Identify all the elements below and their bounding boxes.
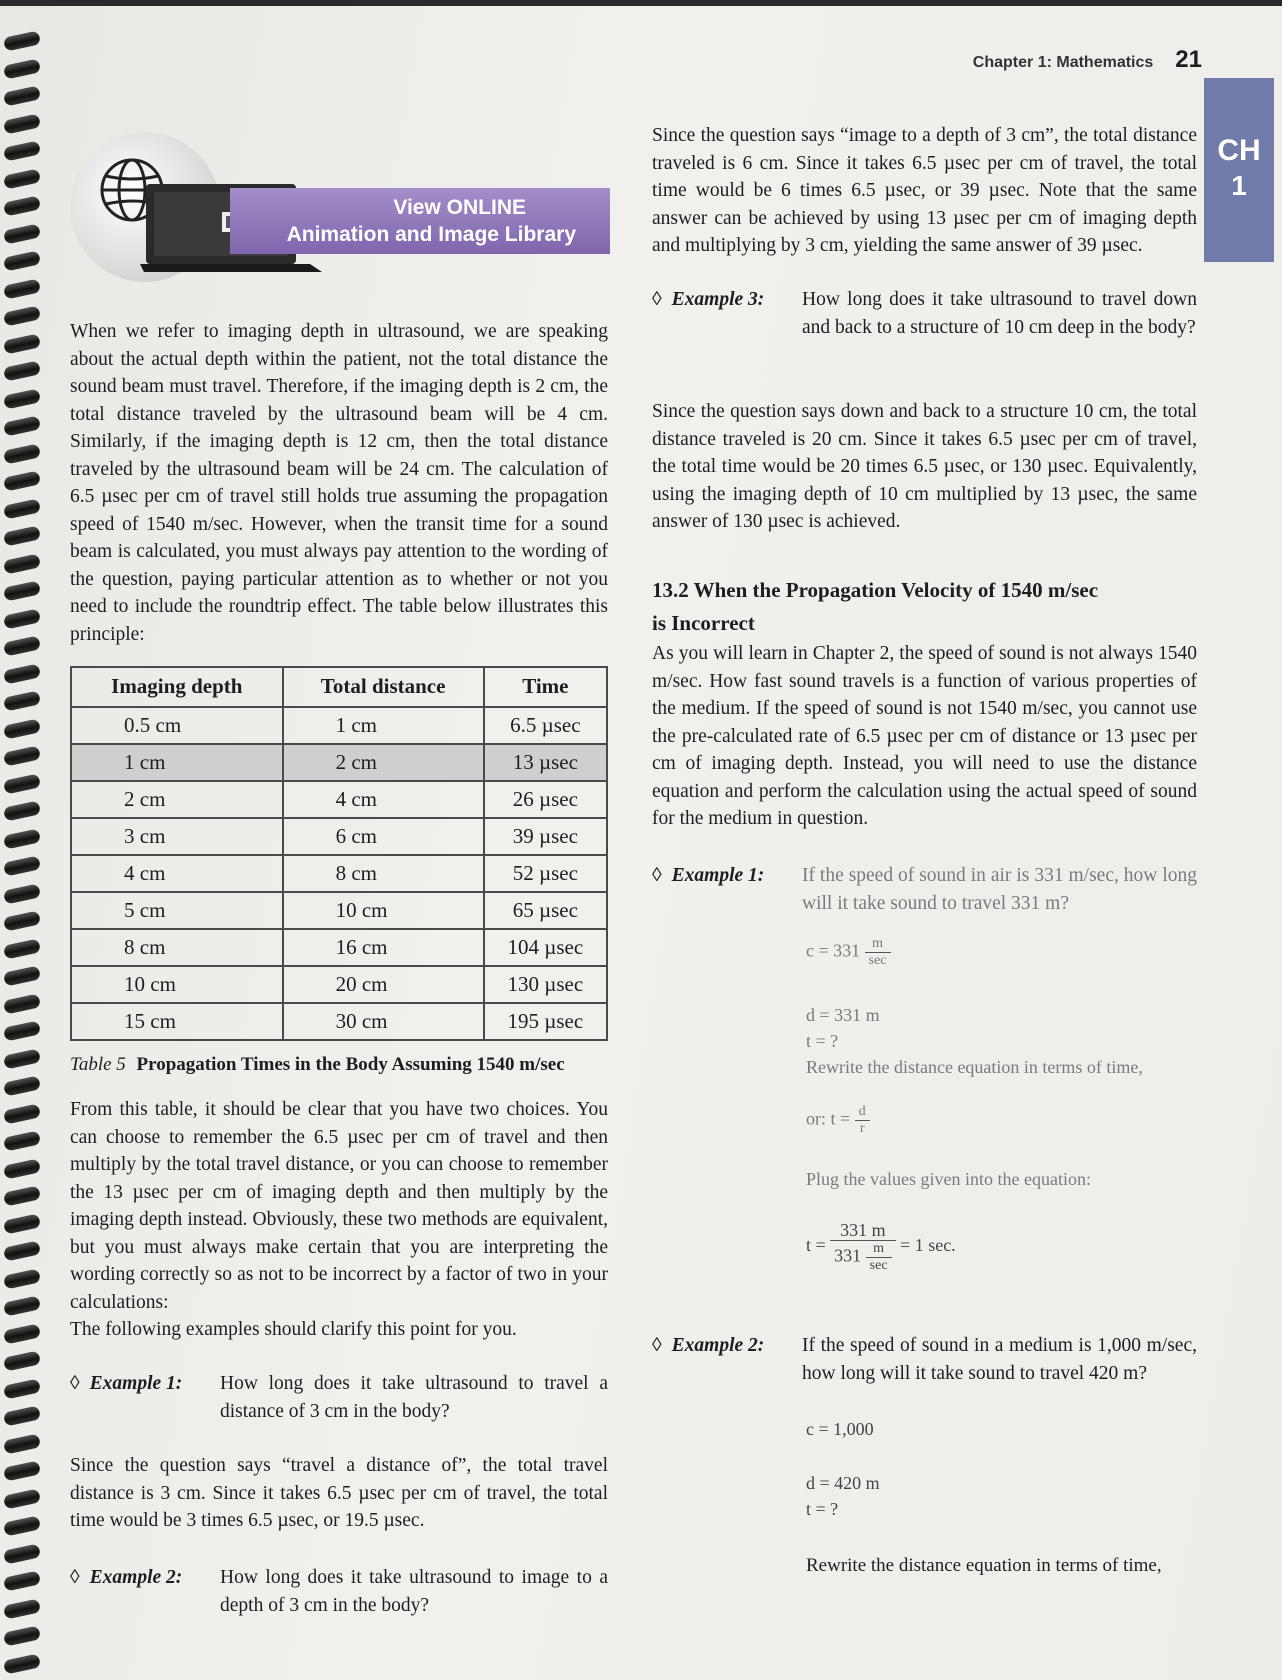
fraction-numerator: m [866,1241,892,1258]
spiral-coil [3,773,41,794]
table-row [71,1003,607,1040]
spiral-coil [3,415,41,436]
spiral-coil [3,635,41,656]
chapter-tab-number: 1 [1231,170,1247,201]
spiral-coil [3,1268,41,1289]
right-example-3 [652,286,1197,341]
table-cell: 16 cm [283,929,484,966]
spiral-coil [3,910,41,931]
chapter-tab [1204,78,1274,262]
spiral-coil [3,1488,41,1509]
spiral-coil [3,1213,41,1234]
spiral-coil [3,1653,41,1674]
spiral-coil [3,113,41,134]
spiral-coil [3,1625,41,1646]
fraction-numerator: m [865,936,891,953]
spiral-coil [3,938,41,959]
example-answer: Since the question says “image to a depth of 3 cm”, the total distance traveled is 6 cm. Since it takes 6.5 µsec per cm of travel, the total time would be 6 times 6.5 µsec, or 39 µsec. Note that the same answer can be achieved by using 13 µsec per cm of imaging depth and multiplying by 3 cm, yielding the same answer of 39 µsec. [652,125,1197,256]
table-caption [70,1051,608,1079]
left-lower-text [70,1096,608,1316]
table-cell: 5 cm [71,892,283,929]
spiral-coil [3,690,41,711]
example-question: How long does it take ultrasound to travel a distance of 3 cm in the body? [220,1373,608,1422]
fraction-denominator-value: 331 [834,1245,862,1266]
spiral-coil [3,1405,41,1426]
spiral-coil [3,250,41,271]
equation-c-value: c = 331 [806,940,861,961]
table-row [71,707,607,744]
left-example-1 [70,1370,608,1425]
spiral-coil [3,1048,41,1069]
equation-c-unit [865,936,891,969]
spiral-coil [3,580,41,601]
spiral-coil [3,333,41,354]
example-label-text: Example 3: [671,289,765,310]
table-cell: 195 µsec [484,1003,607,1040]
example-label: ◊ Example 2: [70,1567,183,1588]
equation-or-fraction [855,1104,870,1137]
table-header-time: Time [484,667,607,707]
choices-paragraph: From this table, it should be clear that you have two choices. You can choose to remember the 6.5 µsec per cm of travel and then multiply by the total travel distance, or you can choose to remember the 13 µsec per cm of imaging depth and then multiply by the imaging depth instead. Obviously, these two methods are equivalent, but you must always make certain that you are interpreting the wording correctly so as not to be incorrect by a factor of two in your calculations: [70,1099,608,1313]
equation-c [806,936,1186,969]
example-question: If the speed of sound in air is 331 m/sec, how long will it take sound to travel 331 m? [802,865,1197,914]
rewrite-instruction-b-block [806,1552,1206,1580]
online-banner-text [230,188,610,254]
spiral-coil [3,498,41,519]
spiral-coil [3,195,41,216]
right-example-2-answer [652,122,1197,260]
propagation-table [70,666,608,1041]
table-row [71,781,607,818]
equation-b-given [806,1470,1186,1522]
examples-intro: The following examples should clarify this point for you. [70,1319,517,1340]
table-cell: 3 cm [71,818,283,855]
online-banner-line2: Animation and Image Library [286,223,576,246]
example-answer: Since the question says down and back to a structure 10 cm, the total distance traveled is 20 cm. Since it takes 6.5 µsec per cm of travel, the total time would be 20 times 6.5 µsec, or 130 µsec. Equivalently, using the imaging depth of 10 cm multiplied by 13 µsec, the same answer of 130 µsec is achieved. [652,401,1197,532]
spiral-coil [3,993,41,1014]
table-cell: 52 µsec [484,855,607,892]
spiral-coil [3,1570,41,1591]
spiral-coil [3,1075,41,1096]
example-question: How long does it take ultrasound to image to a depth of 3 cm in the body? [220,1567,608,1616]
spiral-coil [3,1185,41,1206]
textbook-page [0,6,1282,1680]
online-banner-line1: View ONLINE [393,196,526,219]
left-example-1-answer [70,1452,608,1535]
plug-instruction-block [806,1166,1206,1194]
spiral-coil [3,608,41,629]
table-cell: 15 cm [71,1003,283,1040]
table-cell: 10 cm [283,892,484,929]
equation-t-label: t = [806,1235,826,1256]
fraction-denominator [830,1241,895,1274]
spiral-coil [3,1515,41,1536]
spiral-coil [3,1158,41,1179]
equation-b-t: t = ? [806,1499,839,1519]
equation-b-c [806,1416,1186,1444]
table-cell: 26 µsec [484,781,607,818]
online-library-banner[interactable] [70,132,610,280]
table-cell: 4 cm [71,855,283,892]
example-label-text: Example 1: [89,1373,183,1394]
right-example-a [652,862,1197,917]
table-caption-text: Propagation Times in the Body Assuming 1540 m/sec [136,1054,565,1075]
table-row [71,892,607,929]
table-cell: 13 µsec [484,744,607,781]
example-label: ◊ Example 1: [70,1373,183,1394]
spiral-coil [3,470,41,491]
table-cell: 2 cm [71,781,283,818]
spiral-coil [3,1433,41,1454]
example-label: ◊ Example 2: [652,1335,765,1356]
fraction-denominator: sec [869,1258,888,1273]
example-label: ◊ Example 1: [652,865,765,886]
fraction-denominator: r [859,1121,865,1136]
table-cell: 30 cm [283,1003,484,1040]
table-cell: 6 cm [283,818,484,855]
table-header-total-distance: Total distance [283,667,484,707]
section-13-2 [652,574,1197,833]
table-cell: 4 cm [283,781,484,818]
spiral-coil [3,525,41,546]
example-question: How long does it take ultrasound to travel down and back to a structure of 10 cm deep in the body? [802,289,1197,338]
table-cell: 8 cm [71,929,283,966]
right-example-3-answer [652,398,1197,536]
spiral-coil [3,1130,41,1151]
intro-paragraph: When we refer to imaging depth in ultrasound, we are speaking about the actual depth within the patient, not the total distance the sound beam must travel. Therefore, if the imaging depth is 2 cm, the total distance traveled by the ultrasound beam will be 4 cm. Similarly, if the imaging depth is 12 cm, then the total distance traveled by the ultrasound beam will be 24 cm. The calculation of 6.5 µsec per cm of travel still holds true assuming the propagation speed of 1540 m/sec. However, when the transit time for a sound beam is calculated, you must always pay attention to the wording of the question, paying particular attention as to whether or not you need to include the roundtrip effect. The table below illustrates this principle: [70,321,608,645]
spiral-coil [3,663,41,684]
table-row [71,855,607,892]
fraction-numerator: 331 m [830,1220,895,1241]
spiral-coil [3,443,41,464]
table-cell: 39 µsec [484,818,607,855]
table-cell: 130 µsec [484,966,607,1003]
spiral-coil [3,965,41,986]
spiral-coil [3,1240,41,1261]
rewrite-instruction: Rewrite the distance equation in terms of time, [806,1057,1143,1077]
equation-given [806,1002,1206,1080]
table-cell: 1 cm [283,707,484,744]
table-cell: 8 cm [283,855,484,892]
spiral-coil [3,1020,41,1041]
spiral-coil [3,883,41,904]
equation-result [806,1220,1106,1274]
equation-or-label: or: t = [806,1108,851,1129]
fraction-numerator: d [855,1104,870,1121]
spiral-coil [3,855,41,876]
table-cell: 0.5 cm [71,707,283,744]
spiral-coil [3,828,41,849]
spiral-coil [3,140,41,161]
left-column [70,318,608,648]
table-caption-label: Table 5 [70,1054,126,1075]
example-label-text: Example 1: [671,865,765,886]
right-example-b [652,1332,1197,1387]
spiral-coil [3,553,41,574]
running-header [973,46,1202,74]
spiral-coil [3,800,41,821]
spiral-coil [3,85,41,106]
example-label-text: Example 2: [671,1335,765,1356]
table-cell: 20 cm [283,966,484,1003]
spiral-coil [3,1323,41,1344]
equation-result-value: = 1 sec. [900,1235,956,1256]
section-heading-line2: is Incorrect [652,611,755,635]
spiral-coil [3,223,41,244]
examples-intro-block [70,1316,608,1344]
spiral-coil [3,1378,41,1399]
spiral-coil [3,278,41,299]
equation-d: d = 331 m [806,1005,880,1025]
table-block [70,666,608,1079]
equation-t: t = ? [806,1031,839,1051]
spiral-coil [3,1350,41,1371]
spiral-coil [3,1460,41,1481]
equation-main-fraction [830,1220,895,1274]
left-example-2 [70,1564,608,1619]
table-header-row [71,667,607,707]
spiral-coil [3,718,41,739]
spiral-coil [3,360,41,381]
spiral-coil [3,30,41,51]
spiral-coil [3,305,41,326]
section-heading-line1: 13.2 When the Propagation Velocity of 1540 m/sec [652,578,1099,602]
spiral-coil [3,1543,41,1564]
table-row [71,818,607,855]
section-paragraph: As you will learn in Chapter 2, the speed of sound is not always 1540 m/sec. How fast sound travels is a function of various properties of the medium. If the speed of sound is not 1540 m/sec, you cannot use the pre-calculated rate of 6.5 µsec per cm of distance or 13 µsec per cm of imaging depth. Instead, you will need to use the distance equation and perform the calculation using the actual speed of sound for the medium in question. [652,643,1197,829]
equation-or [806,1104,1106,1137]
spiral-binding [0,26,48,1676]
spiral-coil [3,745,41,766]
table-cell: 104 µsec [484,929,607,966]
table-cell: 65 µsec [484,892,607,929]
spiral-coil [3,58,41,79]
table-cell: 2 cm [283,744,484,781]
table-header-imaging-depth: Imaging depth [71,667,283,707]
spiral-coil [3,168,41,189]
spiral-coil [3,388,41,409]
table-cell: 10 cm [71,966,283,1003]
example-label-text: Example 2: [89,1567,183,1588]
fraction-denominator-unit [866,1241,892,1274]
chapter-title: Chapter 1: Mathematics [972,54,1154,71]
table-cell: 1 cm [71,744,283,781]
table-row [71,966,607,1003]
table-row [71,744,607,781]
page-number: 21 [1175,46,1202,73]
spiral-coil [3,1598,41,1619]
fraction-denominator: sec [868,953,887,968]
plug-instruction: Plug the values given into the equation: [806,1169,1091,1189]
chapter-tab-label: CH [1217,134,1261,167]
spiral-coil [3,1103,41,1124]
example-label: ◊ Example 3: [652,289,765,310]
spiral-coil [3,1295,41,1316]
table-cell: 6.5 µsec [484,707,607,744]
example-answer: Since the question says “travel a distance of”, the total travel distance is 3 cm. Since it takes 6.5 µsec per cm of travel, the total time would be 3 times 6.5 µsec, or 19.5 µsec. [70,1455,608,1531]
example-question: If the speed of sound in a medium is 1,000 m/sec, how long will it take sound to travel 420 m? [802,1335,1197,1384]
equation-b-d: d = 420 m [806,1473,880,1493]
table-row [71,929,607,966]
rewrite-instruction-b: Rewrite the distance equation in terms of time, [806,1555,1162,1576]
equation-b-c-value: c = 1,000 [806,1419,874,1439]
